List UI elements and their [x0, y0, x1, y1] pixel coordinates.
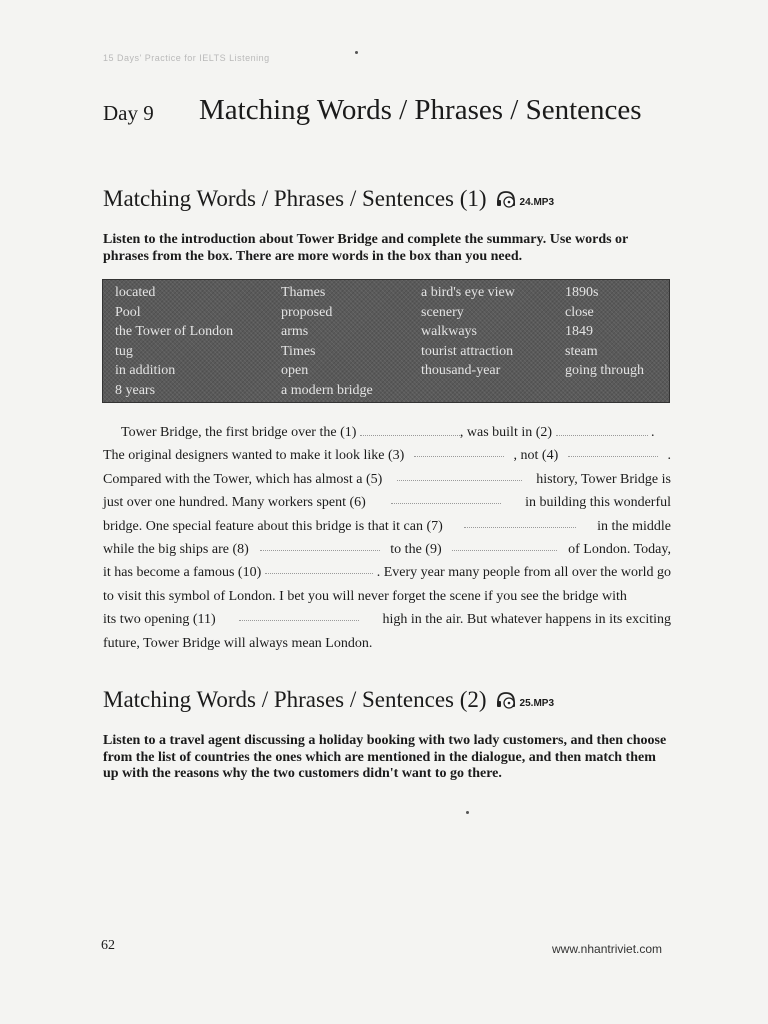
page-number: 62: [101, 938, 115, 953]
speck: [355, 51, 358, 54]
answer-blank-7[interactable]: [464, 515, 576, 528]
passage-text: just over one hundred. Many workers spent (6): [103, 495, 366, 511]
word-box-item: proposed: [281, 304, 333, 320]
word-box-item: a bird's eye view: [421, 285, 515, 300]
answer-blank-10[interactable]: [265, 561, 373, 574]
passage-text: .: [651, 425, 655, 440]
word-box-item: steam: [565, 343, 598, 359]
audio-label: 24.MP3: [519, 196, 555, 208]
passage-text: Tower Bridge, the first bridge over the (1): [121, 425, 357, 440]
website-url: www.nhantriviet.com: [552, 942, 663, 956]
passage-text: it has become a famous (10): [103, 565, 262, 581]
answer-blank-11[interactable]: [239, 608, 359, 621]
passage-text: of London. Today,: [568, 542, 671, 558]
passage-text: history, Tower Bridge is: [536, 471, 671, 487]
answer-blank-5[interactable]: [397, 468, 522, 481]
day-title: Matching Words / Phrases / Sentences: [199, 94, 642, 126]
passage-text: high in the air. But whatever happens in its exciting: [382, 612, 671, 628]
audio-label: 25.MP3: [519, 697, 555, 709]
passage-text: , not (4): [513, 448, 559, 464]
word-box-item: arms: [281, 324, 309, 339]
answer-blank-3[interactable]: [414, 444, 504, 457]
word-box-item: tourist attraction: [421, 343, 514, 359]
passage-line: [103, 561, 671, 584]
word-box: [102, 279, 670, 403]
section-2-heading: [103, 687, 554, 713]
passage-line: [103, 444, 671, 467]
word-box-item: Times: [281, 343, 316, 359]
answer-blank-2[interactable]: [556, 423, 648, 436]
passage-text: its two opening (11): [103, 612, 216, 628]
answer-blank-9[interactable]: [452, 538, 557, 551]
passage-line: future, Tower Bridge will always mean London.: [103, 635, 373, 651]
passage-line: [103, 538, 671, 561]
passage-line: to visit this symbol of London. I bet you will never forget the scene if you see the bridge with: [103, 588, 627, 604]
word-box-item: close: [565, 304, 594, 320]
word-box-item: located: [115, 285, 156, 300]
audio-track-25: [496, 691, 554, 709]
passage-text: .: [667, 448, 671, 464]
passage-text: while the big ships are (8): [103, 542, 249, 558]
word-box-item: Thames: [281, 285, 326, 300]
word-box-item: scenery: [421, 304, 464, 320]
answer-blank-1[interactable]: [360, 423, 460, 436]
passage-text: bridge. One special feature about this bridge is that it can (7): [103, 518, 443, 534]
passage-line: [103, 491, 671, 514]
word-box-item: tug: [115, 343, 133, 359]
section-2-title: Matching Words / Phrases / Sentences (2): [103, 687, 487, 712]
section-1-heading: [103, 186, 554, 212]
section-1-title: Matching Words / Phrases / Sentences (1): [103, 186, 487, 211]
headphones-cd-icon: [496, 190, 518, 208]
answer-blank-6[interactable]: [391, 491, 501, 504]
word-box-item: 1849: [565, 324, 593, 339]
passage-text: The original designers wanted to make it look like (3): [103, 448, 405, 464]
passage-line: [103, 515, 671, 538]
passage-text: , was built in (2): [459, 425, 553, 440]
passage-text: . Every year many people from all over the world go: [376, 565, 671, 581]
word-box-item: the Tower of London: [115, 324, 234, 339]
word-box-item: Pool: [115, 304, 141, 320]
headphones-cd-icon: [496, 691, 518, 709]
passage-text: in building this wonderful: [525, 495, 671, 511]
word-box-item: in addition: [115, 363, 176, 378]
answer-blank-4[interactable]: [568, 444, 658, 457]
word-box-item: thousand-year: [421, 363, 501, 378]
audio-track-24: [496, 190, 554, 208]
running-head: 15 Days' Practice for IELTS Listening: [103, 53, 270, 63]
day-label: Day 9: [103, 101, 154, 125]
speck: [466, 811, 469, 814]
word-box-item: walkways: [421, 324, 477, 339]
passage-line: [103, 468, 671, 491]
word-box-item: a modern bridge: [281, 382, 373, 398]
word-box-item: open: [281, 363, 309, 378]
section-2-instruction: Listen to a travel agent discussing a holiday booking with two lady customers, and then choose from the list of countries the ones which are mentioned in the dialogue, and then match them up with the reasons why the two customers didn't want to go there.: [103, 733, 667, 781]
word-box-item: going through: [565, 363, 644, 378]
passage-line: [103, 421, 671, 444]
section-1-instruction: Listen to the introduction about Tower Bridge and complete the summary. Use words or phrases from the box. There are more words in the box than you need.: [103, 232, 629, 264]
summary-passage: [103, 421, 671, 655]
passage-line: [103, 608, 671, 631]
passage-text: Compared with the Tower, which has almost a (5): [103, 471, 383, 487]
word-box-item: 8 years: [115, 382, 156, 398]
passage-text: in the middle: [597, 518, 671, 534]
word-box-item: 1890s: [565, 285, 599, 300]
answer-blank-8[interactable]: [260, 538, 380, 551]
passage-text: to the (9): [390, 542, 442, 558]
